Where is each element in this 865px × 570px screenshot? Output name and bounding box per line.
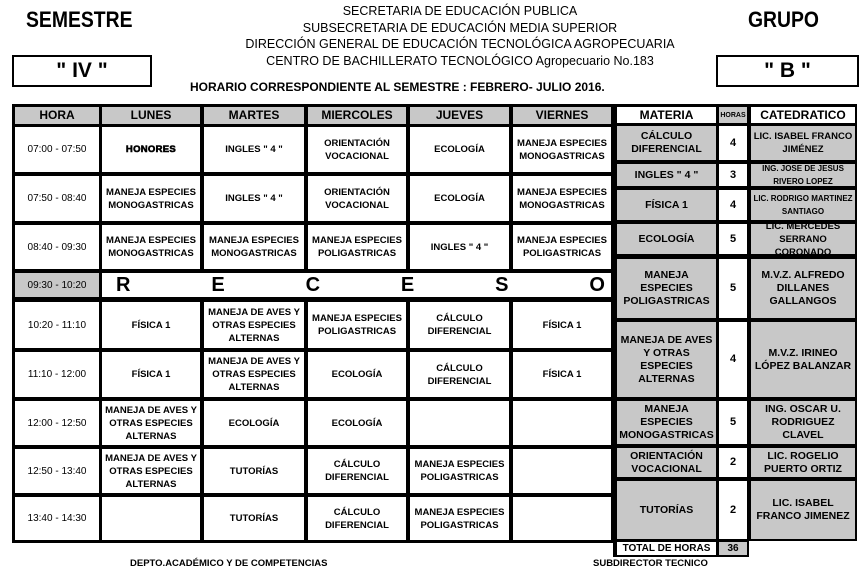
recess-time-slot: 09:30 - 10:20: [15, 273, 99, 297]
institution-header: [180, 3, 740, 69]
subject-catedratico: M.V.Z. ALFREDO DILLANES GALLANGOS: [751, 259, 855, 318]
class-cell-martes: INGLES " 4 ": [204, 127, 304, 172]
column-header-martes: MARTES: [204, 107, 304, 124]
class-cell-jueves: [410, 401, 509, 445]
class-cell-lunes: [102, 497, 200, 540]
header-line: SUBSECRETARIA DE EDUCACIÓN MEDIA SUPERIOR: [302, 20, 618, 35]
column-header-miercoles: MIERCOLES: [308, 107, 406, 124]
time-slot: 10:20 - 11:10: [15, 302, 99, 348]
class-cell-lunes: MANEJA ESPECIES MONOGASTRICAS: [102, 176, 200, 221]
subject-materia: MANEJA DE AVES Y OTRAS ESPECIES ALTERNAS: [617, 322, 716, 397]
subject-horas: 2: [719, 448, 747, 477]
subject-horas: 3: [719, 164, 747, 186]
class-cell-miercoles: MANEJA ESPECIES POLIGASTRICAS: [308, 225, 406, 269]
subjects-header-materia: MATERIA: [617, 107, 716, 123]
total-hours-label: TOTAL DE HORAS: [617, 542, 716, 555]
class-cell-martes: MANEJA DE AVES Y OTRAS ESPECIES ALTERNAS: [204, 302, 304, 348]
subject-horas: 4: [719, 190, 747, 220]
recess-letter: S: [495, 273, 509, 296]
class-cell-lunes: FÍSICA 1: [102, 352, 200, 397]
recess-letter: E: [211, 273, 225, 296]
class-cell-lunes: FÍSICA 1: [102, 302, 200, 348]
subject-catedratico: LIC. ROGELIO PUERTO ORTIZ: [751, 448, 855, 477]
recess-letter: C: [305, 273, 321, 296]
subject-materia: ECOLOGÍA: [617, 224, 716, 254]
class-cell-martes: ECOLOGÍA: [204, 401, 304, 445]
recess-banner: [102, 273, 611, 297]
class-cell-martes: TUTORÍAS: [204, 449, 304, 493]
subject-catedratico: ING. OSCAR U. RODRIGUEZ CLAVEL: [751, 401, 855, 444]
class-cell-viernes: FÍSICA 1: [513, 352, 611, 397]
class-cell-jueves: MANEJA ESPECIES POLIGASTRICAS: [410, 497, 509, 540]
subject-materia: FÍSICA 1: [617, 190, 716, 220]
class-cell-jueves: ECOLOGÍA: [410, 127, 509, 172]
subject-materia: MANEJA ESPECIES MONOGASTRICAS: [617, 401, 716, 444]
subject-materia: TUTORÍAS: [617, 481, 716, 539]
subject-materia: CÁLCULO DIFERENCIAL: [617, 126, 716, 160]
subject-materia: INGLES " 4 ": [617, 164, 716, 186]
subject-catedratico: ING. JOSE DE JESUS RIVERO LOPEZ: [751, 164, 855, 186]
class-cell-martes: INGLES " 4 ": [204, 176, 304, 221]
column-header-hora: HORA: [15, 107, 99, 124]
subject-catedratico: M.V.Z. IRINEO LÓPEZ BALANZAR: [751, 322, 855, 397]
semestre-label: SEMESTRE: [26, 7, 133, 32]
subject-catedratico: LIC. RODRIGO MARTINEZ SANTIAGO: [751, 190, 855, 220]
class-cell-viernes: MANEJA ESPECIES POLIGASTRICAS: [513, 225, 611, 269]
class-cell-jueves: INGLES " 4 ": [410, 225, 509, 269]
subjects-header-horas: HORAS: [719, 107, 747, 123]
class-cell-miercoles: MANEJA ESPECIES POLIGASTRICAS: [308, 302, 406, 348]
column-header-lunes: LUNES: [102, 107, 200, 124]
class-cell-miercoles: ECOLOGÍA: [308, 352, 406, 397]
class-cell-viernes: FÍSICA 1: [513, 302, 611, 348]
subject-catedratico: LIC. MERCEDES SERRANO CORONADO: [751, 224, 855, 254]
subjects-header-catedratico: CATEDRATICO: [751, 107, 855, 123]
time-slot: 07:50 - 08:40: [15, 176, 99, 221]
recess-letter: E: [400, 273, 415, 296]
schedule-subtitle: HORARIO CORRESPONDIENTE AL SEMESTRE : FEBRERO- JULIO 2016.: [190, 80, 605, 94]
header-line: SECRETARIA DE EDUCACIÓN PUBLICA: [342, 4, 578, 18]
subject-horas: 5: [719, 224, 747, 254]
class-cell-lunes: HONORES: [102, 127, 200, 172]
column-header-jueves: JUEVES: [410, 107, 509, 124]
header-line: CENTRO DE BACHILLERATO TECNOLÓGICO Agropecuario No.183: [266, 53, 654, 68]
subject-horas: 4: [719, 126, 747, 160]
header-line: DIRECCIÓN GENERAL DE EDUCACIÓN TECNOLÓGICA AGROPECUARIA: [245, 37, 675, 51]
class-cell-miercoles: CÁLCULO DIFERENCIAL: [308, 449, 406, 493]
time-slot: 12:50 - 13:40: [15, 449, 99, 493]
grupo-label: GRUPO: [748, 7, 820, 32]
time-slot: 13:40 - 14:30: [15, 497, 99, 540]
class-cell-miercoles: CÁLCULO DIFERENCIAL: [308, 497, 406, 540]
subject-horas: 2: [719, 481, 747, 539]
class-cell-viernes: [513, 449, 611, 493]
class-cell-martes: MANEJA DE AVES Y OTRAS ESPECIES ALTERNAS: [204, 352, 304, 397]
class-cell-martes: TUTORÍAS: [204, 497, 304, 540]
class-cell-lunes: MANEJA DE AVES Y OTRAS ESPECIES ALTERNAS: [102, 449, 200, 493]
subject-horas: 4: [719, 322, 747, 397]
subject-catedratico: LIC. ISABEL FRANCO JIMENEZ: [751, 481, 855, 539]
total-hours-value: 36: [719, 542, 747, 555]
time-slot: 08:40 - 09:30: [15, 225, 99, 269]
recess-letter: O: [589, 273, 605, 296]
class-cell-viernes: MANEJA ESPECIES MONOGASTRICAS: [513, 176, 611, 221]
time-slot: 12:00 - 12:50: [15, 401, 99, 445]
subject-materia: ORIENTACIÓN VOCACIONAL: [617, 448, 716, 477]
subject-horas: 5: [719, 401, 747, 444]
semestre-value-box: " IV ": [12, 55, 152, 87]
class-cell-viernes: [513, 401, 611, 445]
footer-left: DEPTO.ACADÉMICO Y DE COMPETENCIAS: [130, 558, 328, 569]
class-cell-miercoles: ECOLOGÍA: [308, 401, 406, 445]
recess-letter: R: [116, 273, 131, 296]
footer-right: SUBDIRECTOR TECNICO: [593, 558, 708, 569]
class-cell-jueves: MANEJA ESPECIES POLIGASTRICAS: [410, 449, 509, 493]
time-slot: 07:00 - 07:50: [15, 127, 99, 172]
class-cell-lunes: MANEJA ESPECIES MONOGASTRICAS: [102, 225, 200, 269]
column-header-viernes: VIERNES: [513, 107, 611, 124]
class-cell-jueves: ECOLOGÍA: [410, 176, 509, 221]
class-cell-jueves: CÁLCULO DIFERENCIAL: [410, 302, 509, 348]
subject-catedratico: LIC. ISABEL FRANCO JIMÉNEZ: [751, 126, 855, 160]
class-cell-martes: MANEJA ESPECIES MONOGASTRICAS: [204, 225, 304, 269]
class-cell-viernes: MANEJA ESPECIES MONOGASTRICAS: [513, 127, 611, 172]
class-cell-lunes: MANEJA DE AVES Y OTRAS ESPECIES ALTERNAS: [102, 401, 200, 445]
time-slot: 11:10 - 12:00: [15, 352, 99, 397]
subject-horas: 5: [719, 259, 747, 318]
class-cell-miercoles: ORIENTACIÓN VOCACIONAL: [308, 127, 406, 172]
grupo-value-box: " B ": [716, 55, 859, 87]
class-cell-miercoles: ORIENTACIÓN VOCACIONAL: [308, 176, 406, 221]
class-cell-viernes: [513, 497, 611, 540]
subject-materia: MANEJA ESPECIES POLIGASTRICAS: [617, 259, 716, 318]
class-cell-jueves: CÁLCULO DIFERENCIAL: [410, 352, 509, 397]
